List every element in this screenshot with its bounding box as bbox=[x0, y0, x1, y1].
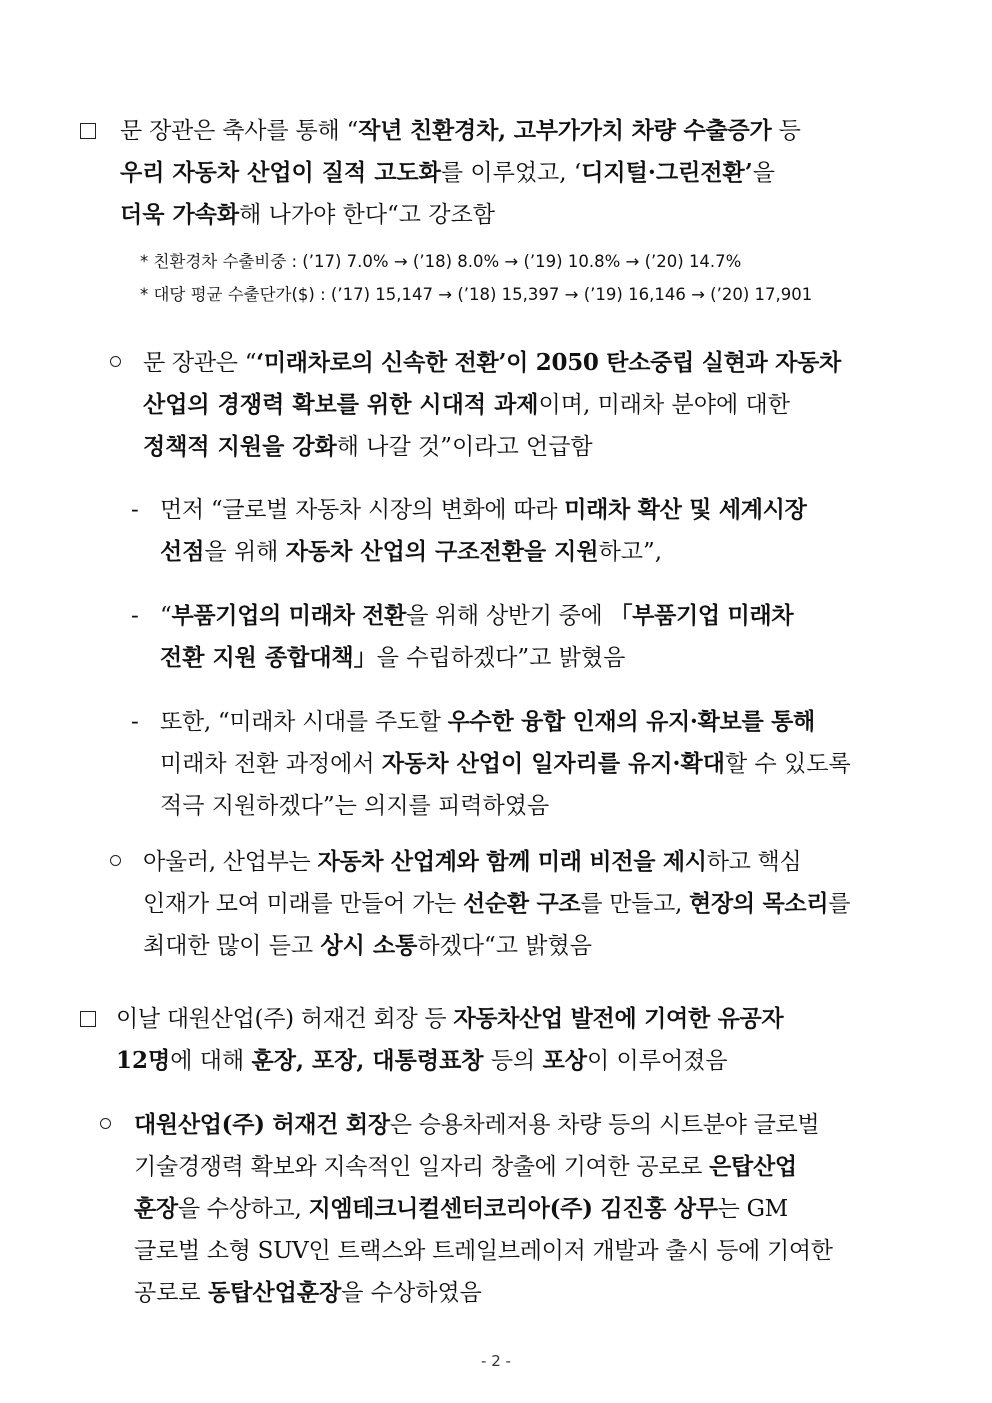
sub1-bullet bbox=[110, 342, 121, 384]
sub2-line1: 아울러, 산업부는 자동차 산업계와 함께 미래 비전을 제시하고 핵심 bbox=[143, 848, 802, 875]
dash1-line2: 선점을 위해 자동차 산업의 구조전환을 지원하고”, bbox=[160, 538, 663, 565]
dash2-paragraph bbox=[160, 595, 912, 679]
dash2-line2: 전환 지원 종합대책」을 수립하겠다”고 밝혔음 bbox=[160, 644, 626, 671]
sub3-paragraph bbox=[134, 1104, 912, 1314]
section1-bullet bbox=[80, 110, 96, 152]
sub3-line3: 훈장을 수상하고, 지엠테크니컬센터코리아(주) 김진홍 상무는 GM bbox=[134, 1195, 788, 1222]
dash3-line1: 또한, “미래차 시대를 주도할 우수한 융합 인재의 유지·확보를 통해 bbox=[160, 708, 815, 735]
circle-bullet-icon bbox=[110, 356, 121, 367]
circle-bullet-icon bbox=[100, 1118, 111, 1129]
sub1-line3: 정책적 지원을 강화해 나갈 것”이라고 언급함 bbox=[143, 433, 593, 460]
sub3-line5: 공로로 동탑산업훈장을 수상하였음 bbox=[134, 1279, 482, 1306]
footnote-eco-export-share: * 친환경차 수출비중 : (’17) 7.0% → (’18) 8.0% → (’19) 10.8% → (’20) 14.7% bbox=[140, 252, 742, 271]
dash1-paragraph bbox=[160, 489, 912, 573]
checkbox-square-icon bbox=[80, 1011, 96, 1027]
section1-line1: 문 장관은 축사를 통해 “작년 친환경차, 고부가가치 차량 수출증가 등 bbox=[120, 117, 801, 144]
sub2-paragraph bbox=[143, 841, 912, 967]
section2-line2: 12명에 대해 훈장, 포장, 대통령표창 등의 포상이 이루어졌음 bbox=[116, 1047, 728, 1074]
section1-line2: 우리 자동차 산업이 질적 고도화를 이루었고, ‘디지털·그린전환’을 bbox=[120, 159, 775, 186]
section1-paragraph bbox=[120, 110, 912, 236]
dash3-line3: 적극 지원하겠다”는 의지를 피력하였음 bbox=[160, 793, 550, 819]
section1-line3: 더욱 가속화해 나가야 한다“고 강조함 bbox=[120, 201, 495, 228]
checkbox-square-icon bbox=[80, 123, 96, 139]
dash3-bullet: - bbox=[131, 709, 139, 735]
section2-line1: 이날 대원산업(주) 허재건 회장 등 자동차산업 발전에 기여한 유공자 bbox=[116, 1005, 784, 1032]
sub2-line2: 인재가 모여 미래를 만들어 가는 선순환 구조를 만들고, 현장의 목소리를 bbox=[143, 890, 851, 917]
sub1-line1: 문 장관은 “‘미래차로의 신속한 전환’이 2050 탄소중립 실현과 자동차 bbox=[143, 349, 841, 376]
section2-bullet bbox=[80, 998, 96, 1040]
circle-bullet-icon bbox=[110, 855, 121, 866]
dash1-bullet: - bbox=[131, 497, 139, 523]
footnote-avg-export-price: * 대당 평균 수출단가($) : (’17) 15,147 → (’18) 15,397 → (’19) 16,146 → (’20) 17,901 bbox=[140, 285, 813, 304]
dash2-line1: “부품기업의 미래차 전환을 위해 상반기 중에 「부품기업 미래차 bbox=[160, 602, 794, 629]
sub3-line1: 대원산업(주) 허재건 회장은 승용차레저용 차량 등의 시트분야 글로벌 bbox=[134, 1111, 820, 1138]
dash3-paragraph bbox=[160, 701, 912, 827]
sub3-line2: 기술경쟁력 확보와 지속적인 일자리 창출에 기여한 공로로 은탑산업 bbox=[134, 1153, 797, 1180]
sub2-line3: 최대한 많이 듣고 상시 소통하겠다“고 밝혔음 bbox=[143, 932, 592, 959]
sub1-paragraph bbox=[143, 342, 912, 468]
dash3-line2: 미래차 전환 과정에서 자동차 산업이 일자리를 유지·확대할 수 있도록 bbox=[160, 750, 851, 777]
sub3-bullet bbox=[100, 1104, 111, 1146]
page-number: - 2 - bbox=[481, 1352, 511, 1370]
sub3-line4: 글로벌 소형 SUV인 트랙스와 트레일브레이저 개발과 출시 등에 기여한 bbox=[134, 1238, 833, 1264]
sub1-line2: 산업의 경쟁력 확보를 위한 시대적 과제이며, 미래차 분야에 대한 bbox=[143, 391, 790, 418]
section2-paragraph bbox=[116, 998, 912, 1082]
sub2-bullet bbox=[110, 841, 121, 883]
dash2-bullet: - bbox=[131, 603, 139, 629]
dash1-line1: 먼저 “글로벌 자동차 시장의 변화에 따라 미래차 확산 및 세계시장 bbox=[160, 496, 807, 523]
